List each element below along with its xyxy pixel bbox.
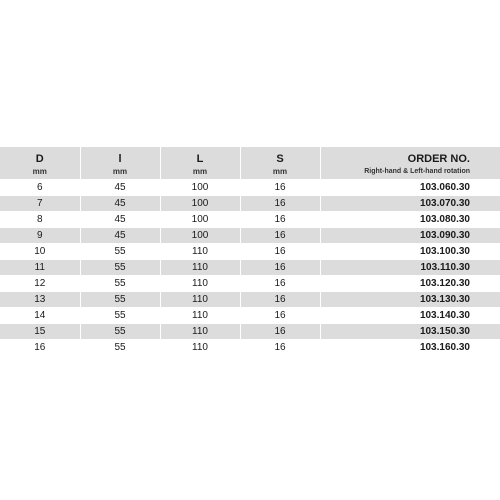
cell-s: 16 xyxy=(240,228,320,244)
col-header-length xyxy=(160,147,240,180)
table-row xyxy=(0,340,500,356)
cell-d: 9 xyxy=(0,228,80,244)
col-header-l-symbol: l xyxy=(118,152,122,165)
cell-l: 55 xyxy=(80,276,160,292)
table-row xyxy=(0,228,500,244)
cell-s: 16 xyxy=(240,244,320,260)
cell-order-no: 103.060.30 xyxy=(320,180,500,196)
cell-s: 16 xyxy=(240,292,320,308)
col-header-order-no-subtitle: Right-hand & Left-hand rotation xyxy=(364,167,470,175)
table-row xyxy=(0,180,500,196)
col-header-order-no xyxy=(320,147,500,180)
col-header-l-unit: mm xyxy=(112,166,128,176)
cell-order-no: 103.100.30 xyxy=(320,244,500,260)
col-header-d-unit: mm xyxy=(32,166,47,176)
cell-order-no: 103.080.30 xyxy=(320,212,500,228)
cell-length: 100 xyxy=(160,180,240,196)
cell-l: 55 xyxy=(80,292,160,308)
cell-s: 16 xyxy=(240,340,320,356)
cell-length: 110 xyxy=(160,340,240,356)
table-row xyxy=(0,308,500,324)
col-header-s-symbol: S xyxy=(276,152,284,165)
cell-s: 16 xyxy=(240,276,320,292)
cell-l: 45 xyxy=(80,228,160,244)
cell-length: 100 xyxy=(160,228,240,244)
cell-l: 55 xyxy=(80,308,160,324)
cell-order-no: 103.070.30 xyxy=(320,196,500,212)
table-row xyxy=(0,324,500,340)
cell-d: 7 xyxy=(0,196,80,212)
cell-s: 16 xyxy=(240,324,320,340)
cell-l: 55 xyxy=(80,260,160,276)
cell-d: 11 xyxy=(0,260,80,276)
col-header-length-symbol: L xyxy=(196,152,204,165)
cell-order-no: 103.110.30 xyxy=(320,260,500,276)
table-row xyxy=(0,292,500,308)
cell-length: 110 xyxy=(160,308,240,324)
cell-l: 45 xyxy=(80,196,160,212)
cell-order-no: 103.160.30 xyxy=(320,340,500,356)
cell-d: 10 xyxy=(0,244,80,260)
cell-l: 45 xyxy=(80,180,160,196)
table-row xyxy=(0,260,500,276)
cell-s: 16 xyxy=(240,260,320,276)
cell-length: 110 xyxy=(160,292,240,308)
table-row xyxy=(0,244,500,260)
table-row xyxy=(0,276,500,292)
cell-order-no: 103.090.30 xyxy=(320,228,500,244)
cell-s: 16 xyxy=(240,308,320,324)
cell-d: 6 xyxy=(0,180,80,196)
cell-d: 8 xyxy=(0,212,80,228)
cell-l: 55 xyxy=(80,340,160,356)
cell-length: 110 xyxy=(160,324,240,340)
cell-d: 14 xyxy=(0,308,80,324)
cell-order-no: 103.150.30 xyxy=(320,324,500,340)
cell-s: 16 xyxy=(240,212,320,228)
cell-length: 100 xyxy=(160,196,240,212)
col-header-d xyxy=(0,147,80,180)
cell-length: 100 xyxy=(160,212,240,228)
cell-l: 45 xyxy=(80,212,160,228)
header-row xyxy=(0,147,500,180)
spec-table xyxy=(0,147,500,356)
cell-order-no: 103.120.30 xyxy=(320,276,500,292)
cell-length: 110 xyxy=(160,260,240,276)
cell-order-no: 103.140.30 xyxy=(320,308,500,324)
col-header-length-unit: mm xyxy=(192,166,208,176)
table-row xyxy=(0,212,500,228)
col-header-s xyxy=(240,147,320,180)
cell-d: 13 xyxy=(0,292,80,308)
col-header-d-symbol: D xyxy=(35,152,44,165)
cell-s: 16 xyxy=(240,196,320,212)
cell-l: 55 xyxy=(80,324,160,340)
cell-length: 110 xyxy=(160,276,240,292)
cell-length: 110 xyxy=(160,244,240,260)
cell-d: 15 xyxy=(0,324,80,340)
col-header-l xyxy=(80,147,160,180)
col-header-s-unit: mm xyxy=(272,166,288,176)
cell-l: 55 xyxy=(80,244,160,260)
cell-d: 12 xyxy=(0,276,80,292)
cell-order-no: 103.130.30 xyxy=(320,292,500,308)
col-header-order-no-title: ORDER NO. xyxy=(407,152,470,165)
cell-d: 16 xyxy=(0,340,80,356)
table-row xyxy=(0,196,500,212)
cell-s: 16 xyxy=(240,180,320,196)
